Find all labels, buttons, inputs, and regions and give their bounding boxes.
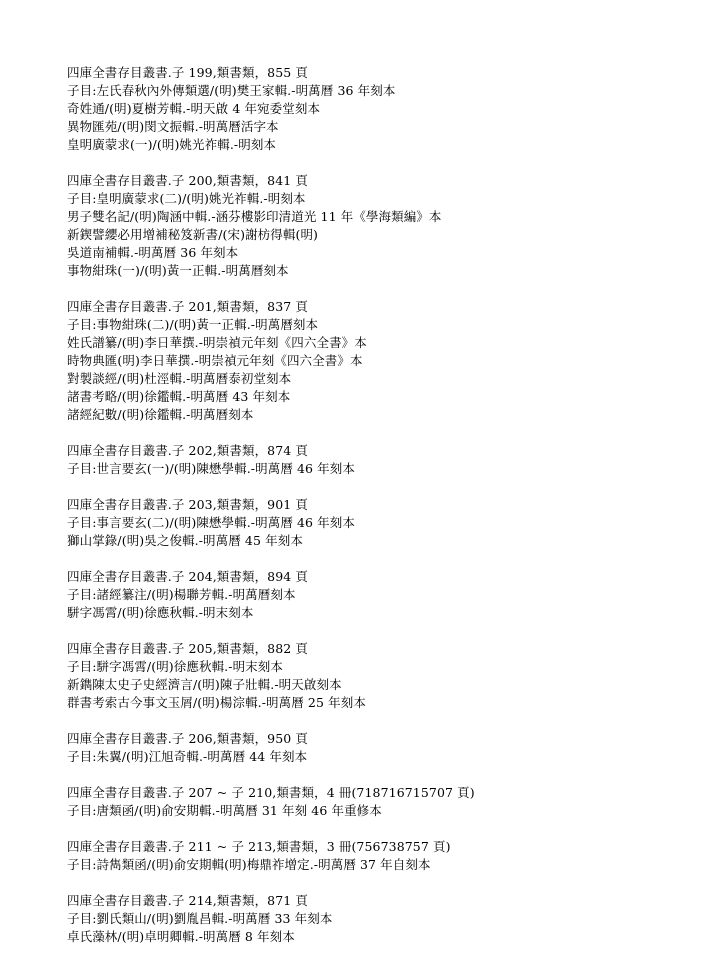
entry-line: 對製談經/(明)杜涇輯.-明萬曆泰初堂刻本 bbox=[67, 371, 292, 386]
catalog-entry-214 bbox=[67, 892, 707, 946]
entry-line: 子目:朱翼/(明)江旭奇輯.-明萬曆 44 年刻本 bbox=[67, 749, 308, 764]
entry-line: 皇明廣蒙求(一)/(明)姚光祚輯.-明刻本 bbox=[67, 137, 277, 152]
entry-line: 子目:諸經纂注/(明)楊聯芳輯.-明萬曆刻本 bbox=[67, 587, 296, 602]
entry-heading: 四庫全書存目叢書.子 203,類書類，901 頁 bbox=[67, 497, 309, 512]
catalog-entry-202 bbox=[67, 442, 707, 478]
catalog-entry-205 bbox=[67, 640, 707, 712]
entry-line: 子目:唐類函/(明)俞安期輯.-明萬曆 31 年刻 46 年重修本 bbox=[67, 803, 382, 818]
entry-line: 諸書考略/(明)徐鑑輯.-明萬曆 43 年刻本 bbox=[67, 389, 291, 404]
entry-line: 群書考索古今事文玉屑/(明)楊淙輯.-明萬曆 25 年刻本 bbox=[67, 695, 366, 710]
entry-line: 駢字馮霄/(明)徐應秋輯.-明末刻本 bbox=[67, 605, 254, 620]
entry-line: 子目:事言要玄(二)/(明)陳懋學輯.-明萬曆 46 年刻本 bbox=[67, 515, 355, 530]
catalog-entry-206 bbox=[67, 730, 707, 766]
entry-line: 子目:事物紺珠(二)/(明)黃一正輯.-明萬曆刻本 bbox=[67, 317, 319, 332]
entry-heading: 四庫全書存目叢書.子 211 ~ 子 213,類書類，3 冊(756738757 頁) bbox=[67, 839, 451, 854]
entry-line: 時物典匯(明)李日華撰.-明崇禎元年刻《四六全書》本 bbox=[67, 353, 363, 368]
entry-heading: 四庫全書存目叢書.子 206,類書類，950 頁 bbox=[67, 731, 309, 746]
entry-line: 新鐫陳太史子史經濟言/(明)陳子壯輯.-明天啟刻本 bbox=[67, 677, 342, 692]
entry-heading: 四庫全書存目叢書.子 205,類書類，882 頁 bbox=[67, 641, 309, 656]
entry-heading: 四庫全書存目叢書.子 199,類書類，855 頁 bbox=[67, 65, 309, 80]
entry-line: 子目:左氏春秋內外傳類選/(明)樊王家輯.-明萬曆 36 年刻本 bbox=[67, 83, 396, 98]
entry-line: 姓氏譜纂/(明)李日華撰.-明崇禎元年刻《四六全書》本 bbox=[67, 335, 367, 350]
catalog-entry-204 bbox=[67, 568, 707, 622]
document-page bbox=[67, 64, 707, 964]
entry-line: 事物紺珠(一)/(明)黃一正輯.-明萬曆刻本 bbox=[67, 263, 289, 278]
entry-line: 男子雙名記/(明)陶涵中輯.-涵芬樓影印清道光 11 年《學海類編》本 bbox=[67, 209, 442, 224]
entry-heading: 四庫全書存目叢書.子 214,類書類，871 頁 bbox=[67, 893, 309, 908]
entry-line: 子目:皇明廣蒙求(二)/(明)姚光祚輯.-明刻本 bbox=[67, 191, 306, 206]
entry-line: 諸經紀數/(明)徐鑑輯.-明萬曆刻本 bbox=[67, 407, 254, 422]
entry-line: 奇姓通/(明)夏樹芳輯.-明天啟 4 年宛委堂刻本 bbox=[67, 101, 321, 116]
entry-line: 子目:駢字馮霄/(明)徐應秋輯.-明末刻本 bbox=[67, 659, 283, 674]
catalog-entry-207-210 bbox=[67, 784, 707, 820]
catalog-entry-211-213 bbox=[67, 838, 707, 874]
entry-heading: 四庫全書存目叢書.子 204,類書類，894 頁 bbox=[67, 569, 309, 584]
entry-line: 異物匯苑/(明)閔文振輯.-明萬曆活字本 bbox=[67, 119, 279, 134]
catalog-entry-199 bbox=[67, 64, 707, 154]
entry-line: 卓氏藻林/(明)卓明卿輯.-明萬曆 8 年刻本 bbox=[67, 929, 295, 944]
entry-heading: 四庫全書存目叢書.子 201,類書類，837 頁 bbox=[67, 299, 309, 314]
entry-line: 子目:詩雋類函/(明)俞安期輯(明)梅鼎祚增定.-明萬曆 37 年自刻本 bbox=[67, 857, 431, 872]
entry-line: 子目:劉氏類山/(明)劉胤昌輯.-明萬曆 33 年刻本 bbox=[67, 911, 333, 926]
entry-line: 獅山掌錄/(明)吳之俊輯.-明萬曆 45 年刻本 bbox=[67, 533, 303, 548]
entry-line: 子目:世言要玄(一)/(明)陳懋學輯.-明萬曆 46 年刻本 bbox=[67, 461, 355, 476]
catalog-entry-203 bbox=[67, 496, 707, 550]
entry-line: 吳道南補輯.-明萬曆 36 年刻本 bbox=[67, 245, 239, 260]
entry-line: 新鍥譬纓必用增補秘笈新書/(宋)謝枋得輯(明) bbox=[67, 227, 319, 242]
entry-heading: 四庫全書存目叢書.子 207 ~ 子 210,類書類，4 冊(718716715707 頁) bbox=[67, 785, 475, 800]
entry-heading: 四庫全書存目叢書.子 202,類書類，874 頁 bbox=[67, 443, 309, 458]
catalog-entry-201 bbox=[67, 298, 707, 424]
catalog-entry-200 bbox=[67, 172, 707, 280]
entry-heading: 四庫全書存目叢書.子 200,類書類，841 頁 bbox=[67, 173, 309, 188]
